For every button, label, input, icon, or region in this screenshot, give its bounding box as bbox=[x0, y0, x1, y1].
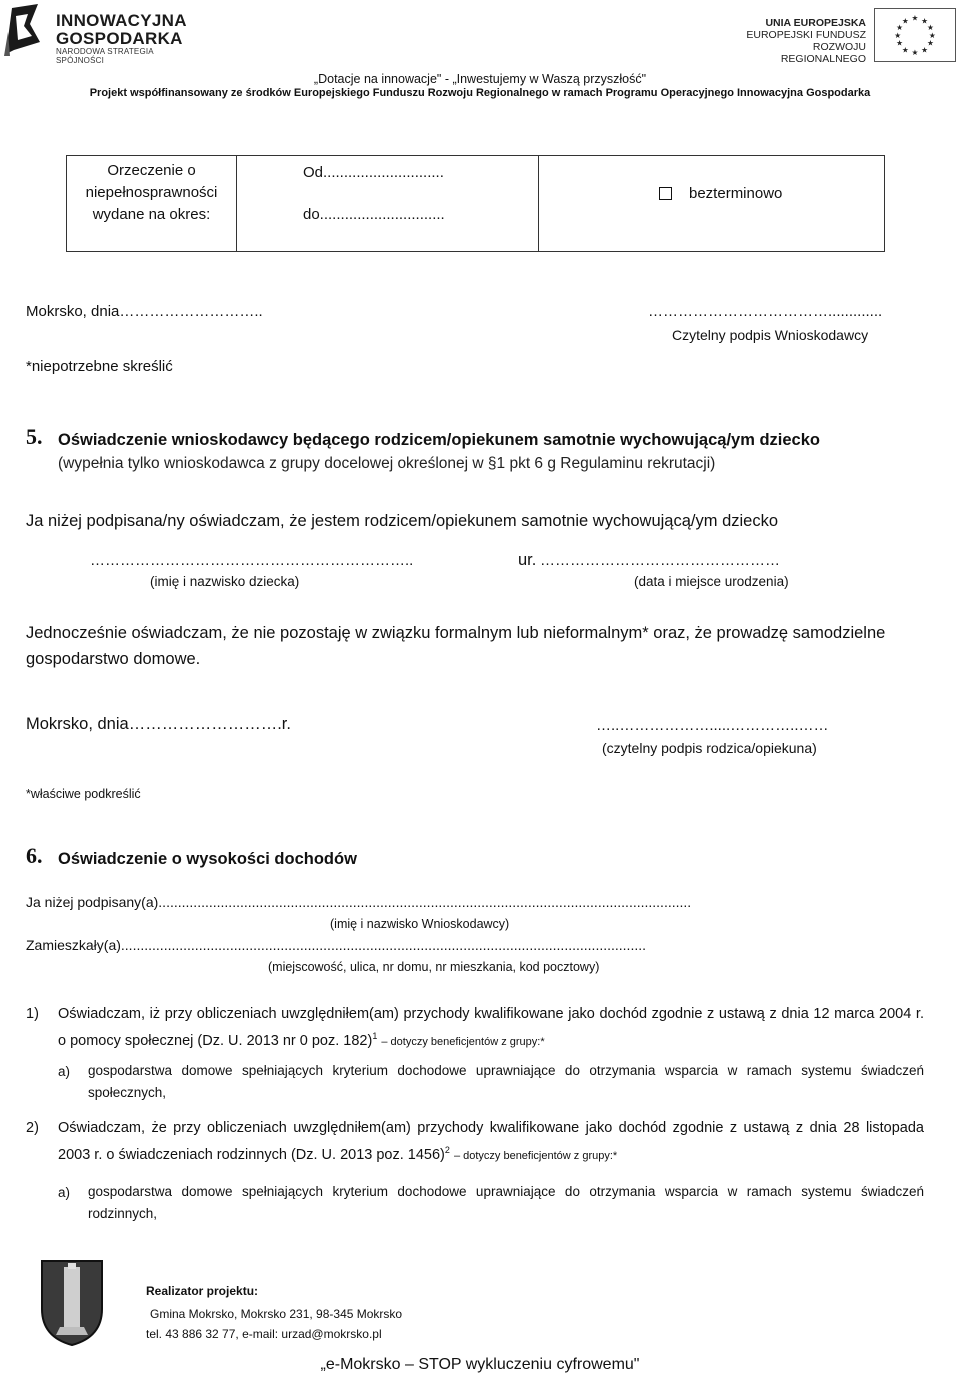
applicant-address-label: (miejscowość, ulica, nr domu, nr mieszkania, kod pocztowy) bbox=[268, 960, 600, 974]
applicant-name-label: (imię i nazwisko Wnioskodawcy) bbox=[330, 917, 510, 931]
child-name-label: (imię i nazwisko dziecka) bbox=[150, 574, 300, 589]
eu-logo-line3: ROZWOJU REGIONALNEGO bbox=[780, 41, 866, 65]
eu-flag-icon bbox=[874, 8, 956, 62]
item2-number: 2) bbox=[26, 1120, 39, 1136]
eu-logo-line2: EUROPEJSKI FUNDUSZ bbox=[746, 29, 866, 41]
logo-text-line3: NARODOWA STRATEGIA SPÓJNOŚCI bbox=[56, 47, 154, 65]
section5-statement: Ja niżej podpisana/ny oświadczam, że jestem rodzicem/opiekunem samotnie wychowującą/ym dziecko bbox=[26, 512, 779, 530]
strike-note: *niepotrzebne skreślić bbox=[26, 358, 173, 375]
indefinite-label: bezterminowo bbox=[689, 185, 783, 202]
place-date-field-1[interactable]: Mokrsko, dnia……………………….. bbox=[26, 303, 263, 320]
svg-text:★: ★ bbox=[926, 38, 934, 48]
item1-text: Oświadczam, iż przy obliczeniach uwzględniłem(am) przychody kwalifikowane jako dochód zgodnie z ustawą z dnia 12 marca 2004 r. o pomocy społecznej (Dz. U. 2013 nr 0 poz. 182) bbox=[58, 1006, 924, 1049]
svg-text:★: ★ bbox=[928, 30, 936, 40]
item2-tail: – dotyczy beneficjentów z grupy:* bbox=[453, 1149, 618, 1162]
svg-text:★: ★ bbox=[921, 45, 929, 55]
svg-text:★: ★ bbox=[901, 16, 909, 26]
born-label: ur. bbox=[518, 551, 537, 569]
applicant-name-field[interactable]: Ja niżej podpisany(a)......................................................................................................................................... bbox=[26, 894, 692, 910]
svg-text:★: ★ bbox=[901, 45, 909, 55]
signature-label-2: (czytelny podpis rodzica/opiekuna) bbox=[602, 740, 817, 756]
svg-text:★: ★ bbox=[911, 13, 919, 23]
place-date-field-2[interactable]: Mokrsko, dnia……………………….r. bbox=[26, 715, 291, 733]
item2-paragraph bbox=[58, 1117, 924, 1167]
logo-text-line1: INNOWACYJNA bbox=[56, 11, 187, 30]
svg-text:★: ★ bbox=[911, 48, 919, 58]
svg-text:★: ★ bbox=[896, 38, 904, 48]
indefinite-checkbox[interactable] bbox=[659, 187, 672, 200]
child-name-field[interactable]: ……………………………………………………….. bbox=[90, 552, 414, 569]
item1a-letter: a) bbox=[58, 1064, 71, 1079]
innovative-economy-logo bbox=[0, 0, 200, 65]
disability-label-line2: niepełnosprawności bbox=[85, 184, 218, 201]
svg-text:★: ★ bbox=[926, 23, 934, 33]
disability-label-cell bbox=[67, 156, 237, 251]
disability-label-line1: Orzeczenie o bbox=[107, 162, 196, 179]
realizer-label: Realizator projektu: bbox=[146, 1284, 259, 1298]
logo-text-line2: GOSPODARKA bbox=[56, 29, 183, 48]
period-from-field[interactable]: Od............................. bbox=[303, 164, 444, 181]
item1a-text: gospodarstwa domowe spełniających kryterium dochodowe uprawniające do otrzymania wsparcia w ramach systemu świadczeń społecznych, bbox=[88, 1063, 924, 1100]
item1-tail: – dotyczy beneficjentów z grupy:* bbox=[381, 1035, 545, 1048]
svg-text:★: ★ bbox=[894, 30, 902, 40]
eu-logo-line1: UNIA EUROPEJSKA bbox=[765, 17, 866, 29]
birth-data-field[interactable]: ………………………………………… bbox=[540, 552, 780, 569]
item2-footnote-ref: 2 bbox=[444, 1145, 450, 1155]
disability-period-table bbox=[66, 155, 885, 252]
applicant-address-field[interactable]: Zamieszkały(a)....................................................................................................................................... bbox=[26, 937, 647, 953]
period-to-field[interactable]: do.............................. bbox=[303, 206, 445, 223]
disability-label-line3: wydane na okres: bbox=[92, 206, 211, 223]
birth-data-label: (data i miejsce urodzenia) bbox=[634, 574, 789, 589]
realizer-address: Gmina Mokrsko, Mokrsko 231, 98-345 Mokrsko bbox=[150, 1307, 403, 1321]
section6-title: Oświadczenie o wysokości dochodów bbox=[58, 850, 357, 868]
item2a-text: gospodarstwa domowe spełniających kryterium dochodowe uprawniające do otrzymania wsparcia w ramach systemu świadczeń rodzinnych, bbox=[88, 1184, 924, 1221]
signature-field-1[interactable]: ………………………………............. bbox=[648, 303, 883, 320]
svg-text:★: ★ bbox=[896, 23, 904, 33]
realizer-contact: tel. 43 886 32 77, e-mail: urzad@mokrsko.pl bbox=[146, 1327, 382, 1341]
section5-subtitle: (wypełnia tylko wnioskodawca z grupy docelowej określonej w §1 pkt 6 g Regulaminu rekrutacji) bbox=[58, 455, 716, 472]
flag-logo-icon bbox=[2, 2, 44, 56]
section6-number: 6. bbox=[26, 843, 43, 868]
section5-declaration: Jednocześnie oświadczam, że nie pozostaję w związku formalnym lub nieformalnym* oraz, że prowadzę samodzielne gospodarstwo domowe. bbox=[26, 624, 886, 668]
eu-logo bbox=[730, 0, 960, 65]
project-slogan: „e-Mokrsko – STOP wykluczeniu cyfrowemu" bbox=[320, 1356, 640, 1373]
item2a-letter: a) bbox=[58, 1185, 71, 1200]
underline-note: *właściwe podkreślić bbox=[26, 787, 141, 801]
signature-label-1: Czytelny podpis Wnioskodawcy bbox=[672, 327, 869, 343]
program-line: „Dotacje na innowacje" - „Inwestujemy w Waszą przyszłość" bbox=[313, 72, 647, 86]
signature-field-2[interactable]: …..……………….....…………..…… bbox=[596, 717, 829, 734]
cofinance-line: Projekt współfinansowany ze środków Europejskiego Funduszu Rozwoju Regionalnego w ramach Programu Operacyjnego Innowacyjna Gospodarka bbox=[89, 87, 871, 99]
item2-text: Oświadczam, że przy obliczeniach uwzględniłem(am) przychody kwalifikowane jako dochód zgodnie z ustawą z dnia 28 listopada 2003 r. o świadczeniach rodzinnych (Dz. U. 2013 poz. 1456) bbox=[58, 1120, 924, 1163]
item1-paragraph bbox=[58, 1003, 924, 1053]
item1-footnote-ref: 1 bbox=[372, 1031, 378, 1041]
section5-number: 5. bbox=[26, 424, 43, 449]
period-cell bbox=[237, 156, 539, 251]
item1-number: 1) bbox=[26, 1006, 39, 1022]
section5-title: Oświadczenie wnioskodawcy będącego rodzicem/opiekunem samotnie wychowującą/ym dziecko bbox=[58, 431, 820, 449]
svg-text:★: ★ bbox=[921, 16, 929, 26]
municipality-crest-icon bbox=[40, 1259, 104, 1347]
